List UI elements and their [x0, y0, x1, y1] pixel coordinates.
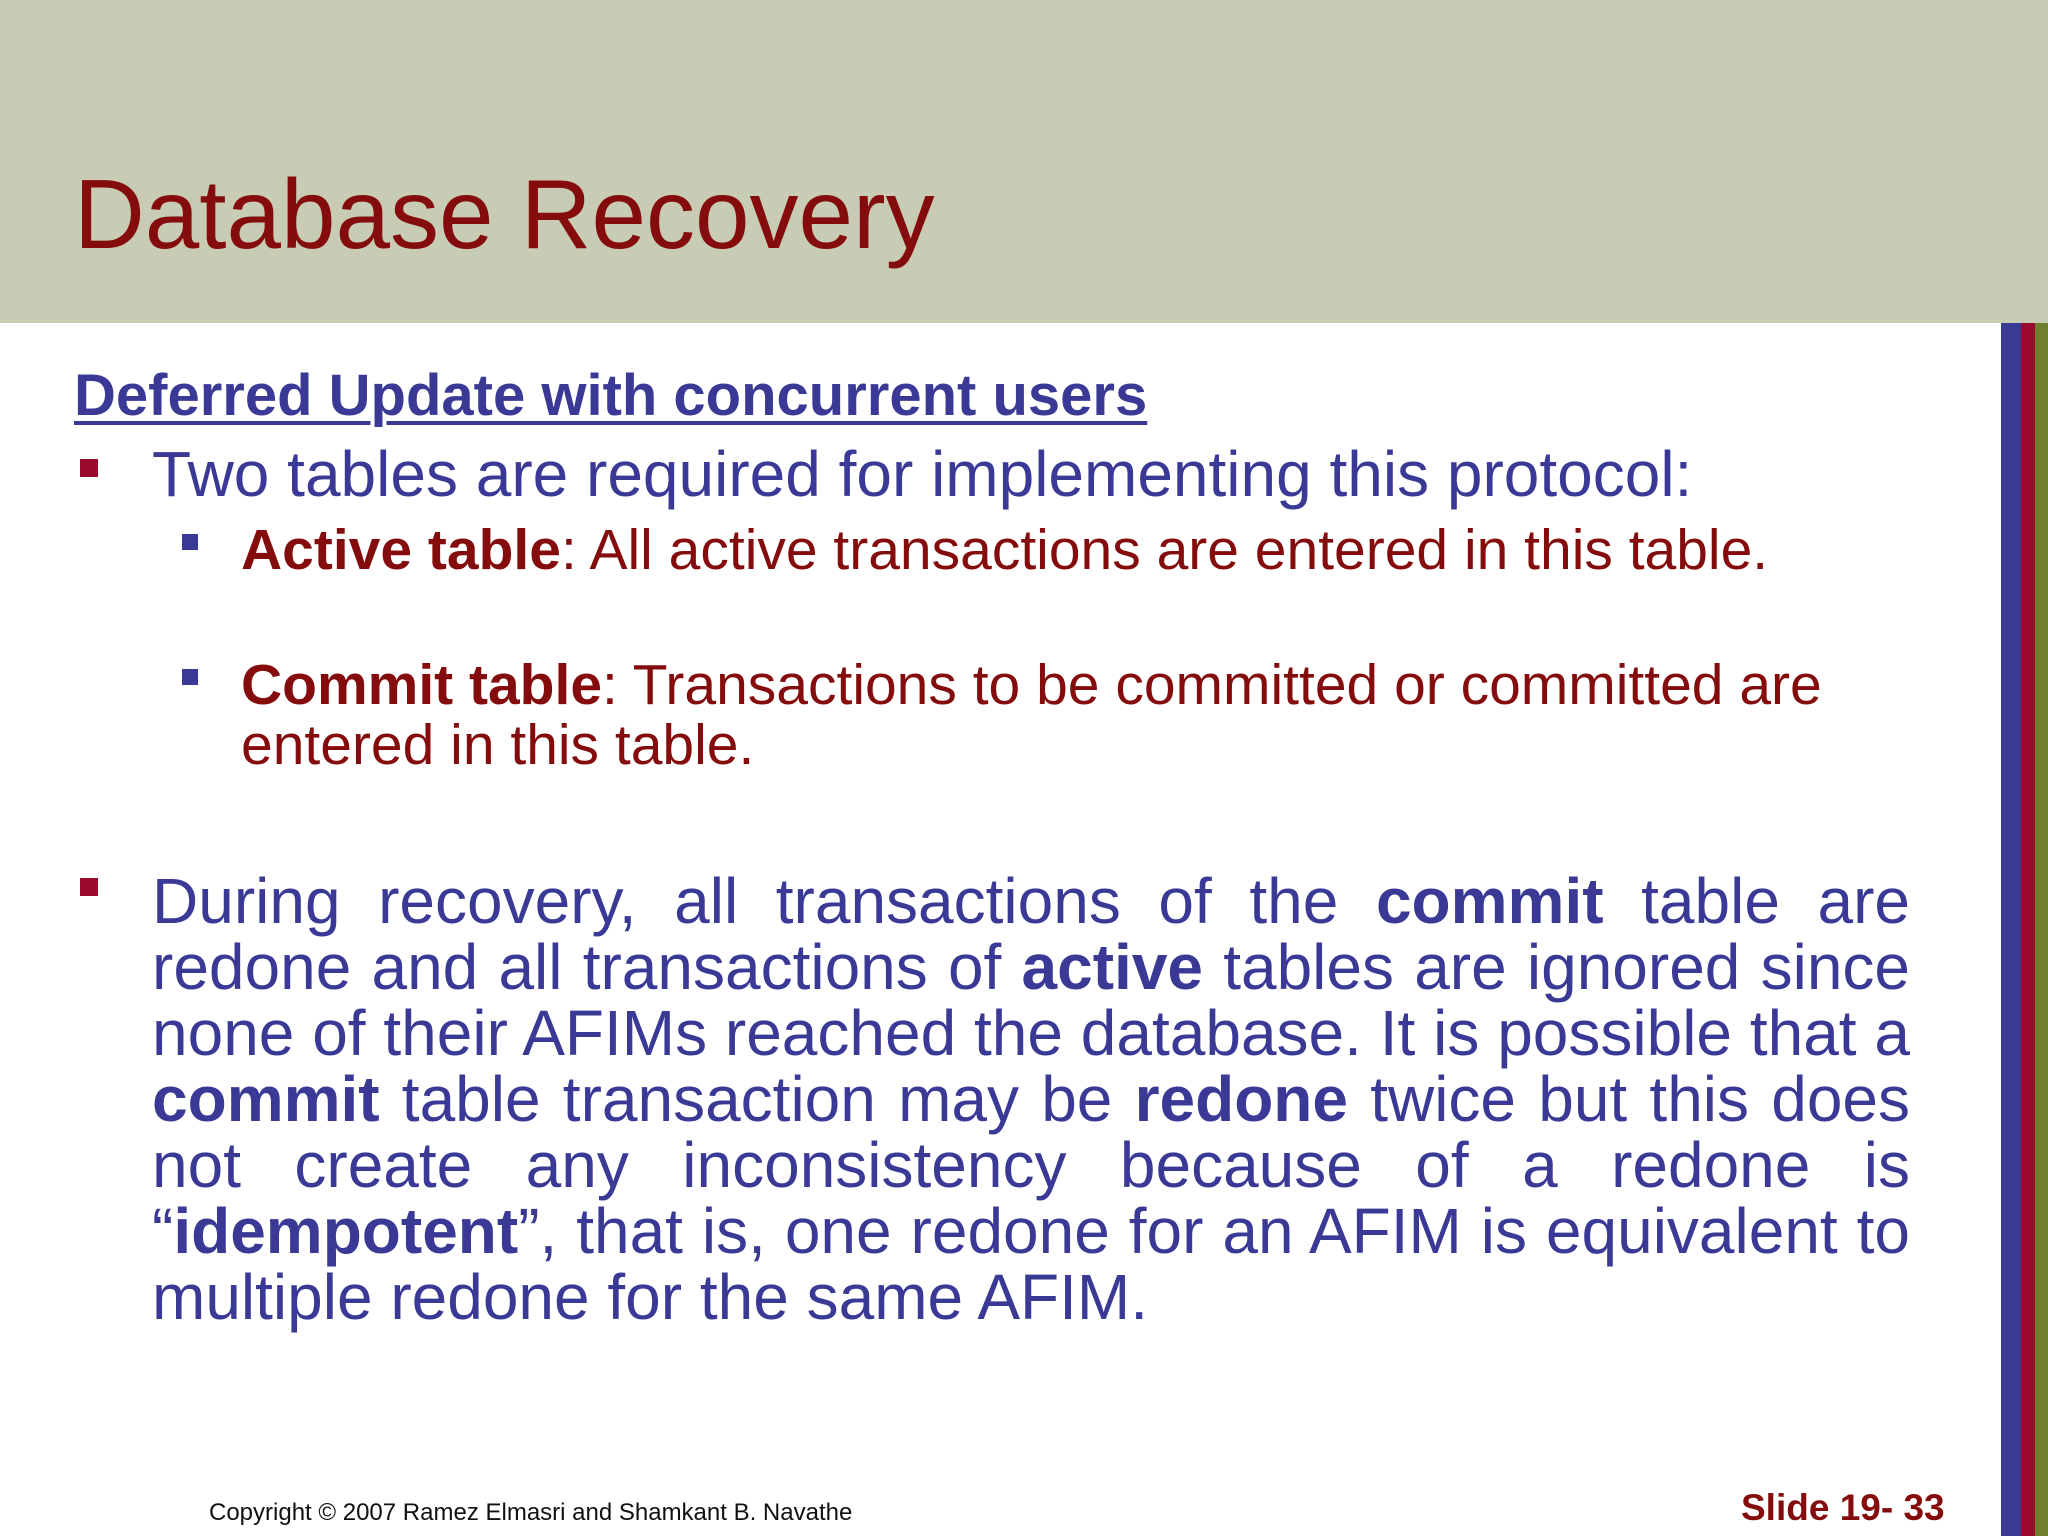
bullet-2-bold: active	[1021, 931, 1204, 1003]
sub-bullet-commit-table	[241, 655, 1891, 775]
term-active-table: Active table	[241, 518, 561, 582]
commit-table-description: : Transactions to be committed or committed are entered in this table.	[241, 653, 1822, 777]
bullet-2-text	[152, 865, 1911, 1333]
bullet-2-part: table are redone and all transactions of	[152, 865, 1911, 1003]
bullet-2-part: table transaction may be	[379, 1063, 1135, 1135]
sub-bullet-square-icon	[182, 534, 198, 550]
copyright-footer: Copyright © 2007 Ramez Elmasri and Shamkant B. Navathe	[209, 1499, 853, 1526]
bullet-2-bold: commit	[1375, 865, 1604, 937]
sub-bullet-square-icon	[182, 669, 198, 685]
bullet-1-text: Two tables are required for implementing this protocol:	[152, 438, 1693, 510]
bullet-2-part: During recovery, all transactions of the	[152, 865, 1376, 937]
bullet-2-part: ”, that is, one redone for an AFIM is equivalent to multiple redone for the same AFIM.	[152, 1195, 1910, 1333]
sub-bullet-active-table	[241, 520, 1841, 580]
bullet-square-icon	[80, 459, 98, 477]
bullet-square-icon	[80, 878, 98, 896]
slide-number: Slide 19- 33	[1741, 1487, 1945, 1528]
bullet-2-bold: idempotent	[173, 1195, 519, 1267]
bullet-2-bold: commit	[152, 1063, 380, 1135]
slide-title: Database Recovery	[74, 159, 935, 269]
bullet-2-part: twice but this does not create any inconsistency because of a redone is “	[152, 1063, 1911, 1267]
active-table-description: : All active transactions are entered in this table.	[560, 518, 1769, 582]
bullet-2-bold: redone	[1134, 1063, 1348, 1135]
bullet-2-part: tables are ignored since none of their AFIMs reached the database. It is possible that a	[152, 931, 1911, 1069]
section-heading: Deferred Update with concurrent users	[74, 363, 1148, 428]
term-commit-table: Commit table	[241, 653, 603, 717]
